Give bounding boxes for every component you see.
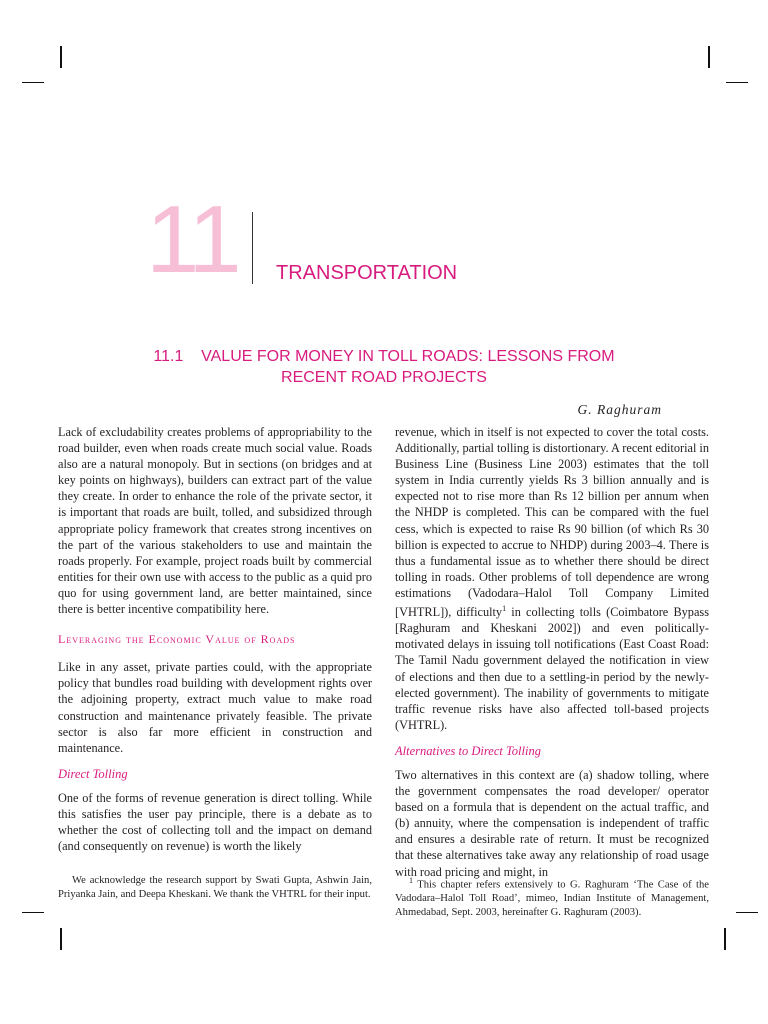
section-title-line1: 11.1 VALUE FOR MONEY IN TOLL ROADS: LESSONS FROM <box>153 348 615 365</box>
footnote-text: We acknowledge the research support by Swati Gupta, Ashwin Jain, Priyanka Jain, and Deepa Kheskani. We thank the VHTRL for their input. <box>58 875 372 900</box>
paragraph: One of the forms of revenue generation is direct tolling. While this satisfies the user pay principle, there is a debate as to whether the cost of collecting toll and the impact on demand (and consequently on revenue) is worth the likely <box>58 790 372 854</box>
author: G. Raghuram <box>577 402 662 417</box>
chapter-divider <box>252 212 253 284</box>
paragraph <box>395 424 709 733</box>
crop-mark <box>60 46 62 68</box>
paragraph-text: revenue, which in itself is not expected to cover the total costs. Additionally, partial tolling is distortionary. A recent editorial in Business Line (Business Line 2003) estimates that the toll system in India currently yields Rs 3 billion annually and is expected not to rise more than Rs 12 billion per annum when the NHDP is completed. This can be compared with the fuel cess, which is expected to raise Rs 90 billion (of which Rs 30 billion is expected to accrue to NHDP) during 2003–4. There is thus a fundamental issue as to whether there should be direct tolling in roads. Other problems of toll dependence are wrong estimations (Vadodara–Halol Toll Company Limited [VHTRL]), difficulty <box>395 425 709 620</box>
crop-mark <box>736 912 758 913</box>
section-title <box>110 346 658 388</box>
footnote-number: 1 <box>409 876 413 885</box>
chapter-title: TRANSPORTATION <box>276 262 458 284</box>
heading-text: Leveraging the Economic Value of Roads <box>58 632 296 647</box>
footnote-text: This chapter refers extensively to G. Raghuram ‘The Case of the Vadodara–Halol Toll Road’, mimeo, Indian Institute of Management, Ahmedabad, Sept. 2003, hereinafter G. Raghuram (2003). <box>395 879 709 918</box>
subsection-heading: Alternatives to Direct Tolling <box>395 743 541 758</box>
section-title-line2: RECENT ROAD PROJECTS <box>281 369 487 386</box>
left-column <box>58 424 372 854</box>
footnote-1 <box>395 874 709 919</box>
paragraph-text: in collecting tolls (Coimbatore Bypass [Raghuram and Kheskani 2002]) and even politically-motivated delays in issuing toll notifications (East Coast Road: The Tamil Nadu government delayed the notification in view of elections and then due to a settling-in period by the newly-elected government). The inability of governments to mitigate traffic revenue risks have also affected toll-based projects (VHTRL). <box>395 605 709 732</box>
chapter-number: 11 <box>146 186 238 293</box>
crop-mark <box>22 912 44 913</box>
crop-mark <box>726 82 748 83</box>
paragraph: Lack of excludability creates problems of appropriability to the road builder, even when roads create much social value. Roads also are a natural monopoly. But in sections (on bridges and at key points on highways), builders can extract part of the value they create. In order to enhance the role of the private sector, it is important that roads are built, tolled, and subsidized through appropriate policy framework that creates strong incentives on the part of the various stakeholders to use and maintain the roads properly. For example, project roads built by commercial entities for their own use with access to the public as a quid pro quo for using government land, are better maintained, since there is better incentive compatibility here. <box>58 425 372 617</box>
subsection-heading: Direct Tolling <box>58 766 128 781</box>
footnote-marker: 1 <box>502 604 507 614</box>
crop-mark <box>22 82 44 83</box>
paragraph: Like in any asset, private parties could, with the appropriate policy that bundles road building with development rights over the adjoining property, extract much value to make road construction and maintenance privately feasible. The private sector is also far more efficient in construction and maintenance. <box>58 660 372 755</box>
footnote-acknowledgement <box>58 874 372 901</box>
crop-mark <box>708 46 710 68</box>
section-heading <box>58 631 372 647</box>
crop-mark <box>60 928 62 950</box>
right-column <box>395 424 709 880</box>
paragraph: Two alternatives in this context are (a) shadow tolling, where the government compensates the road developer/ operator based on a formula that is dependent on the actual traffic, and (b) annuity, where the compensation is independent of traffic and ensures a desirable rate of return. It must be recognized that these alternatives take away any relationship of road usage with road pricing and might, in <box>395 767 709 879</box>
crop-mark <box>724 928 726 950</box>
